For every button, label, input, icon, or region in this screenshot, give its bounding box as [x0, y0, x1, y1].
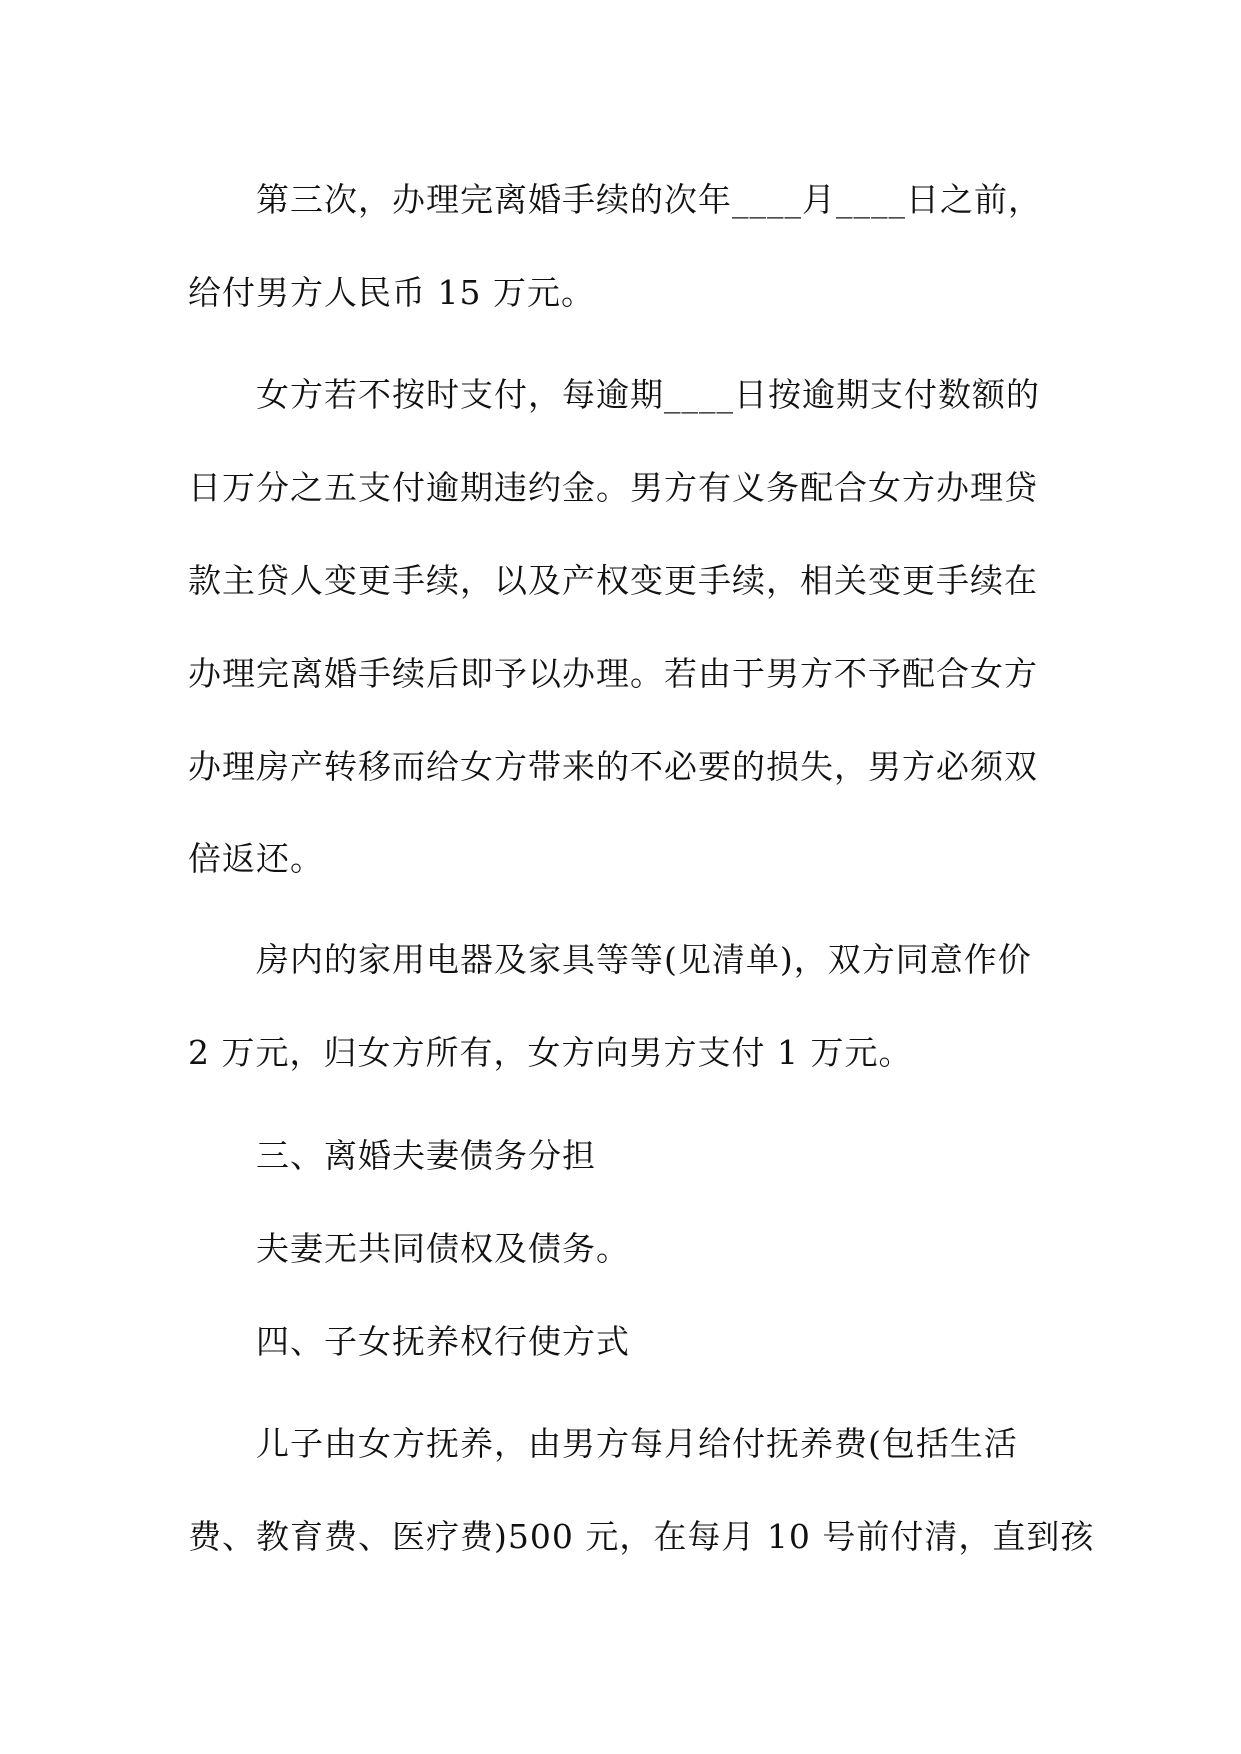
section-heading: 四、子女抚养权行使方式 [256, 1322, 630, 1361]
paragraph-line: 款主贷人变更手续，以及产权变更手续，相关变更手续在 [188, 561, 1038, 600]
section-heading: 三、离婚夫妻债务分担 [256, 1136, 596, 1175]
paragraph-line: 第三次，办理完离婚手续的次年____月____日之前， [256, 180, 1042, 219]
paragraph-line: 女方若不按时支付，每逾期____日按逾期支付数额的 [256, 375, 1040, 414]
paragraph-line: 2 万元，归女方所有，女方向男方支付 1 万元。 [188, 1033, 913, 1072]
paragraph-line: 儿子由女方抚养，由男方每月给付抚养费(包括生活 [256, 1424, 1018, 1463]
paragraph-line: 倍返还。 [188, 839, 324, 878]
paragraph-line: 费、教育费、医疗费)500 元，在每月 10 号前付清，直到孩 [188, 1517, 1095, 1556]
paragraph-line: 办理完离婚手续后即予以办理。若由于男方不予配合女方 [188, 654, 1038, 693]
paragraph-line: 房内的家用电器及家具等等(见清单)，双方同意作价 [256, 940, 1032, 979]
paragraph-line: 办理房产转移而给女方带来的不必要的损失，男方必须双 [188, 747, 1038, 786]
paragraph-line: 日万分之五支付逾期违约金。男方有义务配合女方办理贷 [188, 468, 1038, 507]
paragraph-line: 给付男方人民币 15 万元。 [188, 273, 595, 312]
paragraph-line: 夫妻无共同债权及债务。 [256, 1229, 630, 1268]
